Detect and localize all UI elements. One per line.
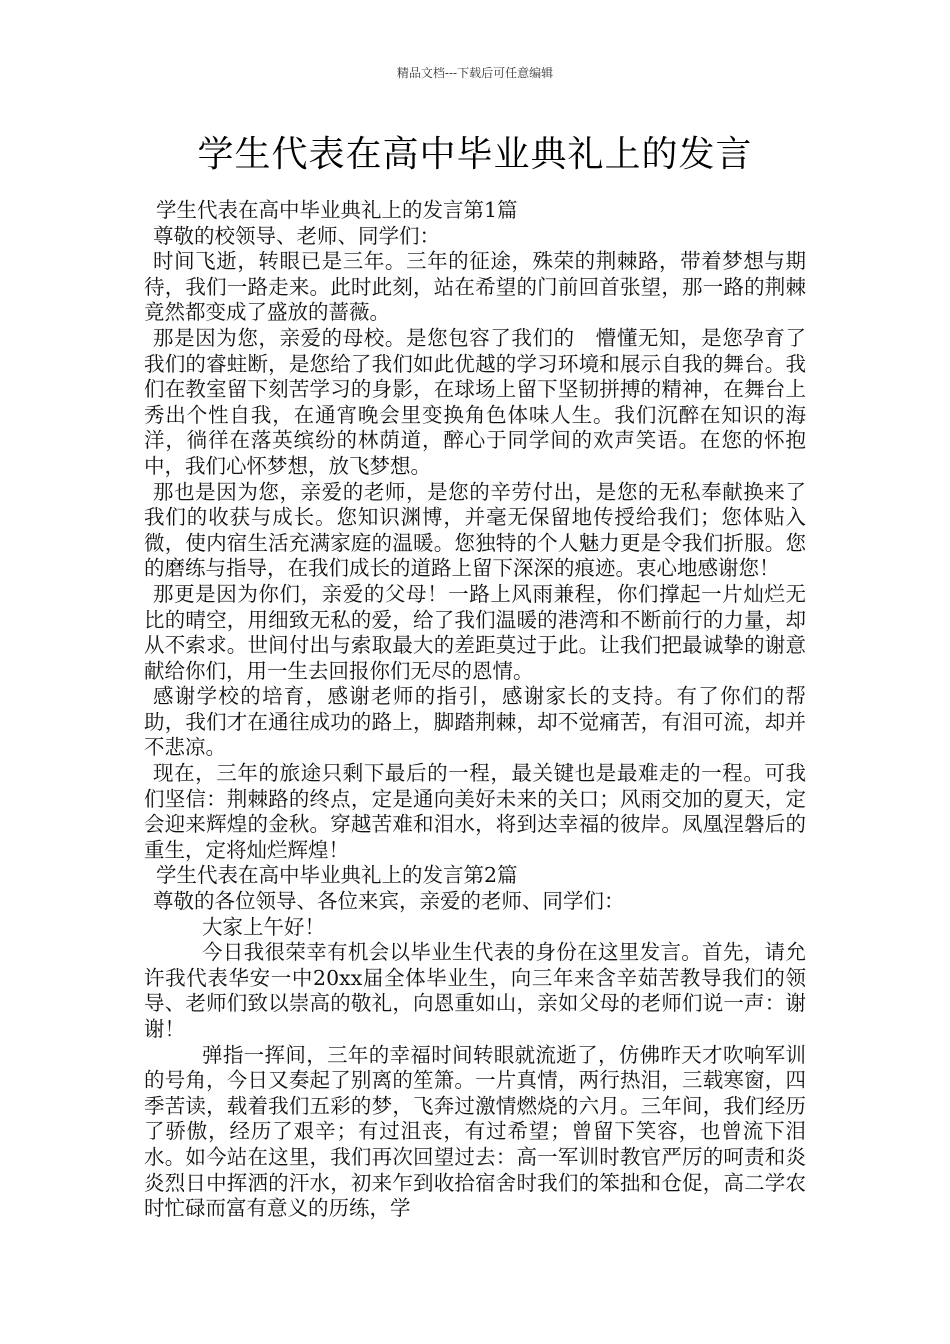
paragraph: 今日我很荣幸有机会以毕业生代表的身份在这里发言。首先，请允许我代表华安一中20xx届全体毕业生，向三年来含辛茹苦教导我们的领导、老师们致以崇高的敬礼，向恩重如山，亲如父母的老师们说一声：谢谢！ bbox=[144, 940, 806, 1041]
paragraph: 弹指一挥间，三年的幸福时间转眼就流逝了，仿佛昨天才吹响军训的号角，今日又奏起了别离的笙箫。一片真情，两行热泪，三载寒窗，四季苦读，载着我们五彩的梦，飞奔过激情燃烧的六月。三年间，我们经历了骄傲，经历了艰辛；有过沮丧，有过希望；曾留下笑容，也曾流下泪水。如今站在这里，我们再次回望过去：高一军训时教官严厉的呵责和炎炎烈日中挥洒的汗水，初来乍到收拾宿舍时我们的笨拙和仓促，高二学农时忙碌而富有意义的历练，学 bbox=[144, 1042, 806, 1221]
header-note: 精品文档---下载后可任意编辑 bbox=[396, 66, 554, 80]
document-title: 学生代表在高中毕业典礼上的发言 bbox=[197, 134, 753, 175]
paragraph: 感谢学校的培育，感谢老师的指引，感谢家长的支持。有了你们的帮助，我们才在通往成功的路上，脚踏荆棘，却不觉痛苦，有泪可流，却并不悲凉。 bbox=[144, 684, 806, 760]
paragraph: 现在，三年的旅途只剩下最后的一程，最关键也是最难走的一程。可我们坚信：荆棘路的终点，定是通向美好未来的关口；风雨交加的夏天，定会迎来辉煌的金秋。穿越苦难和泪水，将到达幸福的彼岸。凤凰涅磐后的重生，定将灿烂辉煌！ bbox=[144, 761, 806, 862]
document-body bbox=[144, 198, 806, 1222]
salutation-2: 尊敬的各位领导、各位来宾，亲爱的老师、同学们： bbox=[153, 889, 625, 914]
section-heading-2: 学生代表在高中毕业典礼上的发言第2篇 bbox=[156, 863, 518, 888]
paragraph: 时间飞逝，转眼已是三年。三年的征途，殊荣的荆棘路，带着梦想与期待，我们一路走来。此时此刻，站在希望的门前回首张望，那一路的荆棘竟然都变成了盛放的蔷薇。 bbox=[144, 249, 806, 325]
greeting: 大家上午好！ bbox=[202, 914, 325, 939]
section-heading-1: 学生代表在高中毕业典礼上的发言第1篇 bbox=[156, 198, 518, 222]
paragraph: 那是因为您，亲爱的母校。是您包容了我们的 懵懂无知，是您孕育了我们的睿蛀断，是您给了我们如此优越的学习环境和展示自我的舞台。我们在教室留下刻苦学习的身影，在球场上留下坚韧拼搏的精神，在舞台上秀出个性自我，在通宵晚会里变换角色体味人生。我们沉醉在知识的海洋，徜徉在落英缤纷的林荫道，醉心于同学间的欢声笑语。在您的怀抱中，我们心怀梦想，放飞梦想。 bbox=[144, 325, 806, 478]
salutation-1: 尊敬的校领导、老师、同学们： bbox=[153, 223, 440, 248]
paragraph: 那也是因为您，亲爱的老师，是您的辛劳付出，是您的无私奉献换来了我们的收获与成长。您知识渊博，并毫无保留地传授给我们；您体贴入微，使内宿生活充满家庭的温暖。您独特的个人魅力更是令我们折服。您的磨练与指导，在我们成长的道路上留下深深的痕迹。衷心地感谢您！ bbox=[144, 479, 806, 581]
paragraph: 那更是因为你们，亲爱的父母！一路上风雨兼程，你们撑起一片灿烂无比的晴空，用细致无私的爱，给了我们温暖的港湾和不断前行的力量，却从不索求。世间付出与索取最大的差距莫过于此。让我们把最诚挚的谢意献给你们，用一生去回报你们无尽的恩情。 bbox=[144, 581, 806, 683]
